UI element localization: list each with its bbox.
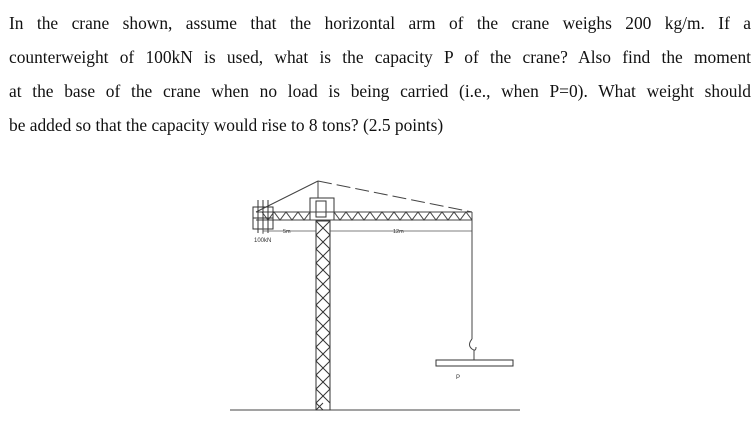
left-arm-dimension-label: 5m [283, 229, 291, 235]
problem-line-3: at the base of the crane when no load is being carried (i.e., when P=0). What weight should [9, 81, 751, 101]
dimension-line [263, 228, 472, 234]
problem-line-4: be added so that the capacity would rise to 8 tons? (2.5 points) [9, 115, 444, 135]
crane-cab [310, 198, 334, 220]
crane-tower [316, 221, 330, 410]
hoist-cable [470, 220, 477, 360]
right-arm-dimension-label: 12m [393, 229, 404, 235]
counterweight-label: 100kN [254, 238, 272, 244]
crane-apex-cables [256, 181, 472, 212]
problem-line-1: In the crane shown, assume that the horizontal arm of the crane weighs 200 kg/m. If a [9, 13, 751, 33]
crane-jib [256, 212, 472, 220]
load-label: P [456, 375, 461, 381]
problem-line-2: counterweight of 100kN is used, what is the capacity P of the crane? Also find the moment [9, 47, 751, 67]
load-platform [436, 360, 513, 366]
